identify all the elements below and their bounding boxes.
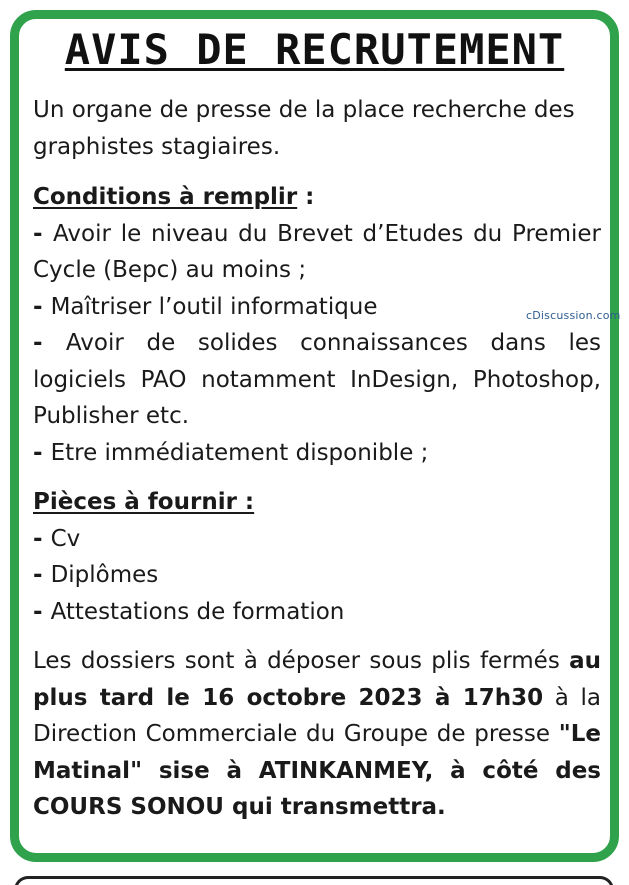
bullet-dash: -	[33, 525, 51, 552]
piece-item	[33, 557, 601, 594]
pieces-heading-label: Pièces à fournir :	[33, 489, 255, 515]
bullet-dash: -	[33, 439, 51, 466]
piece-item	[33, 594, 601, 631]
submission-instructions	[33, 643, 601, 826]
piece-item	[33, 521, 601, 558]
piece-text: Attestations de formation	[50, 598, 345, 625]
location-text: "Le Matinal" sise à ATINKANMEY, à côté des COURS SONOU qui transmettra.	[33, 721, 601, 820]
intro-text: Un organe de presse de la place recherche des graphistes stagiaires.	[33, 97, 575, 160]
notice-frame	[10, 10, 619, 862]
bullet-dash: -	[33, 220, 54, 247]
bullet-dash: -	[33, 293, 51, 320]
notice-content	[33, 92, 601, 826]
condition-item	[33, 325, 601, 435]
bullet-dash: -	[33, 562, 51, 588]
bullet-dash: -	[33, 598, 51, 625]
condition-text: Avoir le niveau du Brevet d’Etudes du Premier Cycle (Bepc) au moins ;	[33, 220, 601, 283]
conditions-heading	[33, 179, 601, 216]
submission-text: Les dossiers sont à déposer sous plis fermés	[33, 648, 570, 674]
piece-text: Diplômes	[50, 562, 159, 588]
spacer	[33, 471, 601, 484]
condition-text: Etre immédiatement disponible ;	[50, 439, 429, 466]
conditions-heading-colon: :	[297, 184, 315, 210]
notice-title: AVIS DE RECRUTEMENT	[64, 25, 565, 74]
pieces-heading	[33, 484, 601, 521]
condition-text: Avoir de solides connaissances dans les logiciels PAO notamment InDesign, Photoshop, Publisher etc.	[33, 330, 601, 429]
deadline-text: au plus tard le 16 octobre 2023 à 17h30	[33, 648, 601, 711]
condition-item	[33, 216, 601, 289]
spacer	[33, 630, 601, 643]
condition-text: Maîtriser l’outil informatique	[50, 293, 378, 320]
condition-item	[33, 435, 601, 472]
watermark: cDiscussion.com	[526, 309, 621, 322]
piece-text: Cv	[50, 525, 81, 552]
bullet-dash: -	[33, 330, 66, 356]
submission-text: à la Direction Commerciale du Groupe de presse	[33, 684, 601, 747]
conditions-heading-label: Conditions à remplir	[33, 184, 298, 210]
condition-item	[33, 289, 601, 326]
next-panel-edge	[14, 876, 614, 885]
